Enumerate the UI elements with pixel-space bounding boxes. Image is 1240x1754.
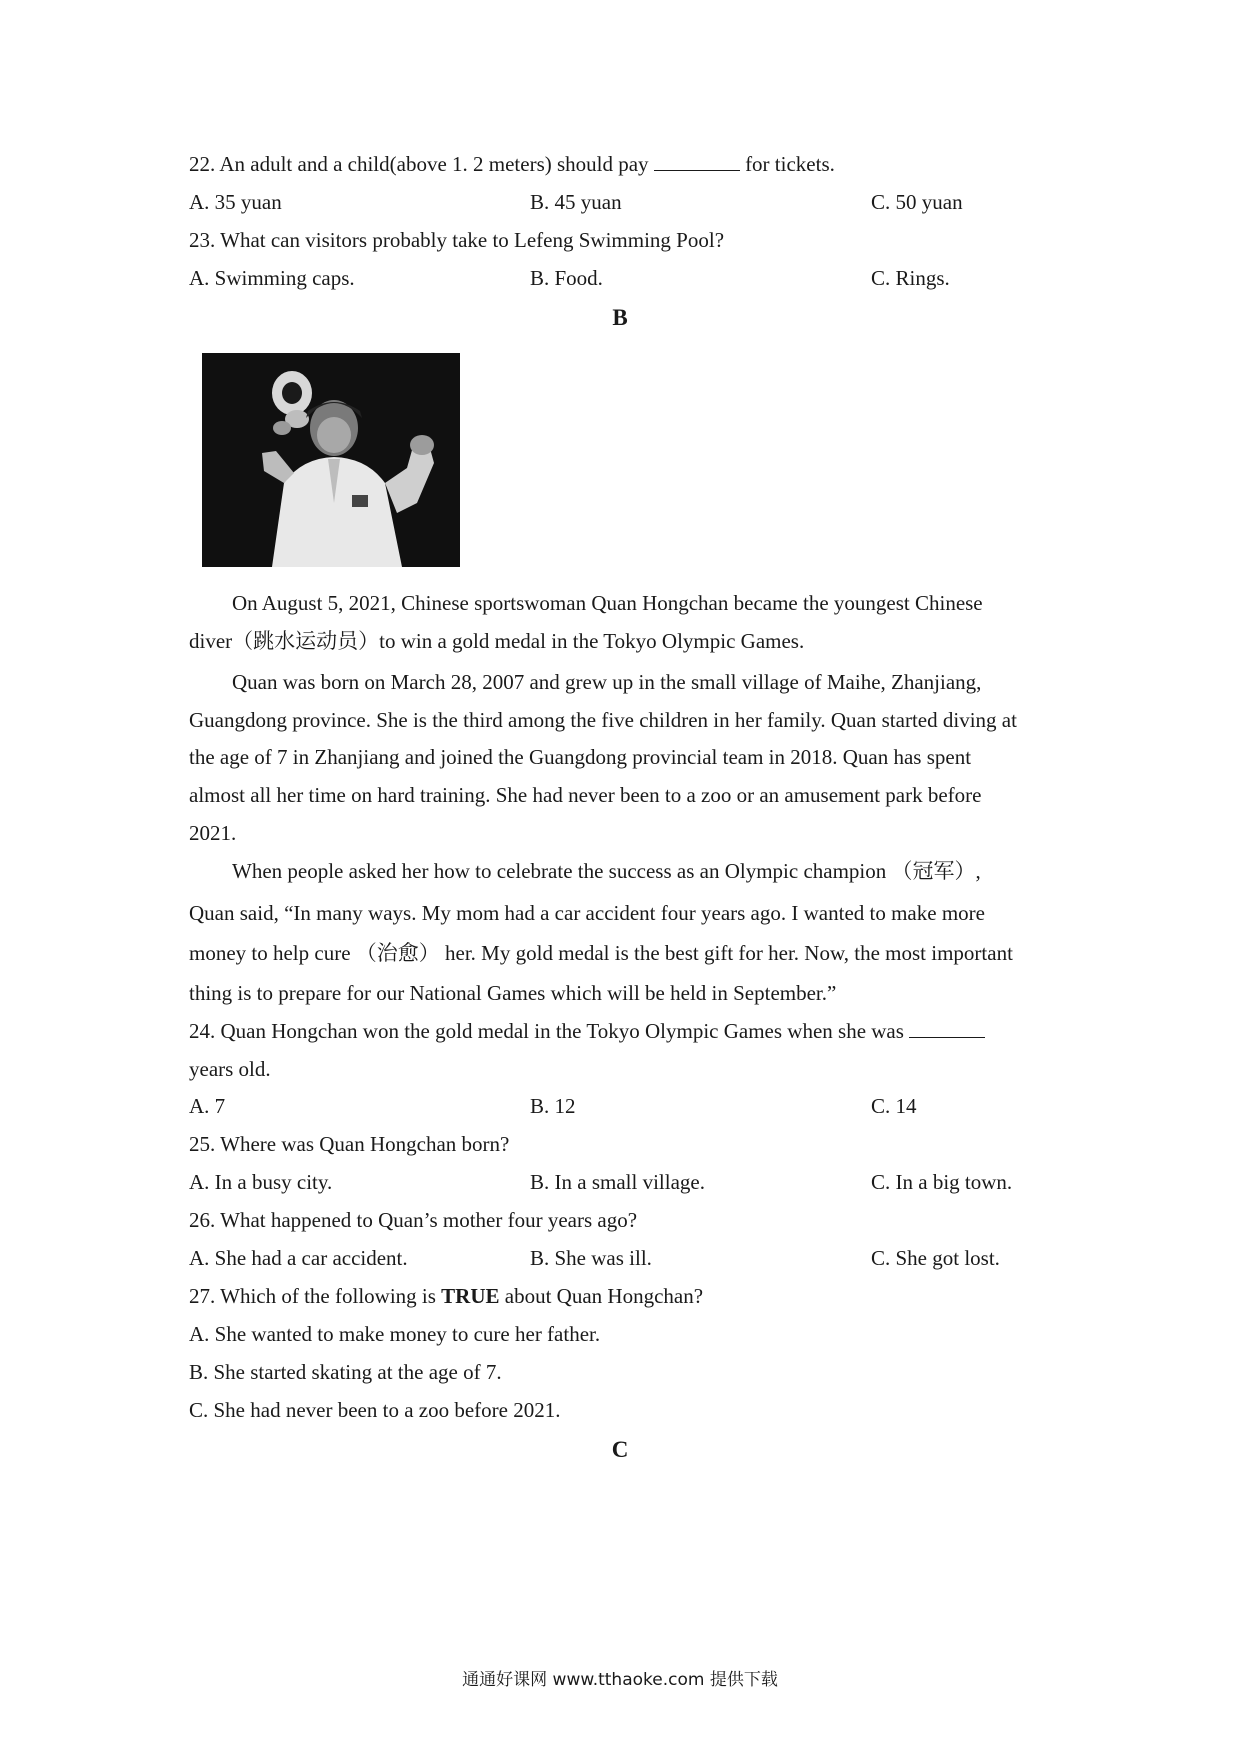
passage-paragraph-3-line-4: thing is to prepare for our National Games which will be held in September.” — [189, 981, 837, 1005]
q25-option-c: C. In a big town. — [871, 1170, 1013, 1194]
passage-paragraph-2-line-3: the age of 7 in Zhanjiang and joined the Guangdong provincial team in 2018. Quan has spent — [189, 745, 972, 769]
footer-watermark: 通通好课网 www.tthaoke.com 提供下载 — [462, 1670, 778, 1690]
q25-option-a: A. In a busy city. — [189, 1170, 333, 1194]
q22-option-a: A. 35 yuan — [189, 190, 282, 214]
athlete-illustration — [202, 353, 460, 567]
q23-option-b: B. Food. — [530, 266, 603, 290]
q25-option-b: B. In a small village. — [530, 1170, 705, 1194]
q23-option-a: A. Swimming caps. — [189, 266, 355, 290]
passage-paragraph-2-line-1: Quan was born on March 28, 2007 and grew up in the small village of Maihe, Zhanjiang, — [232, 670, 982, 694]
question-24: 24. Quan Hongchan won the gold medal in the Tokyo Olympic Games when she was — [189, 1018, 985, 1044]
diver-photo — [202, 353, 460, 567]
question-22: 22. An adult and a child(above 1. 2 meters) should pay for tickets. — [189, 152, 835, 176]
q24-option-c: C. 14 — [871, 1094, 917, 1118]
question-25: 25. Where was Quan Hongchan born? — [189, 1132, 510, 1156]
answer-blank — [654, 152, 740, 171]
question-26: 26. What happened to Quan’s mother four years ago? — [189, 1208, 638, 1232]
passage-paragraph-2-line-4: almost all her time on hard training. She had never been to a zoo or an amusement park before — [189, 783, 982, 807]
q26-option-c: C. She got lost. — [871, 1246, 1000, 1270]
q27-option-b: B. She started skating at the age of 7. — [189, 1360, 502, 1384]
q24-option-a: A. 7 — [189, 1094, 226, 1118]
q24-option-b: B. 12 — [530, 1094, 576, 1118]
question-23: 23. What can visitors probably take to Lefeng Swimming Pool? — [189, 228, 725, 252]
passage-paragraph-2-line-2: Guangdong province. She is the third among the five children in her family. Quan started diving at — [189, 708, 1017, 732]
passage-paragraph-1-line-2: diver（跳水运动员）to win a gold medal in the Tokyo Olympic Games. — [189, 629, 805, 653]
emphasis-true: TRUE — [441, 1284, 500, 1308]
passage-paragraph-3-line-2: Quan said, “In many ways. My mom had a car accident four years ago. I wanted to make more — [189, 901, 985, 925]
passage-paragraph-1-line-1: On August 5, 2021, Chinese sportswoman Quan Hongchan became the youngest Chinese — [232, 591, 983, 615]
q26-option-a: A. She had a car accident. — [189, 1246, 408, 1270]
passage-paragraph-3-line-1: When people asked her how to celebrate the success as an Olympic champion （冠军）, — [232, 859, 981, 883]
passage-paragraph-2-line-5: 2021. — [189, 821, 237, 845]
question-27: 27. Which of the following is TRUE about Quan Hongchan? — [189, 1284, 704, 1308]
q23-option-c: C. Rings. — [871, 266, 950, 290]
q27-option-a: A. She wanted to make money to cure her father. — [189, 1322, 601, 1346]
section-heading-c: C — [611, 1437, 629, 1462]
q27-option-c: C. She had never been to a zoo before 2021. — [189, 1398, 561, 1422]
section-heading-b: B — [612, 305, 628, 330]
q22-option-b: B. 45 yuan — [530, 190, 622, 214]
passage-paragraph-3-line-3: money to help cure （治愈） her. My gold medal is the best gift for her. Now, the most important — [189, 941, 1013, 965]
q22-option-c: C. 50 yuan — [871, 190, 963, 214]
answer-blank — [909, 1019, 985, 1038]
question-24-continued: years old. — [189, 1057, 271, 1081]
q26-option-b: B. She was ill. — [530, 1246, 652, 1270]
